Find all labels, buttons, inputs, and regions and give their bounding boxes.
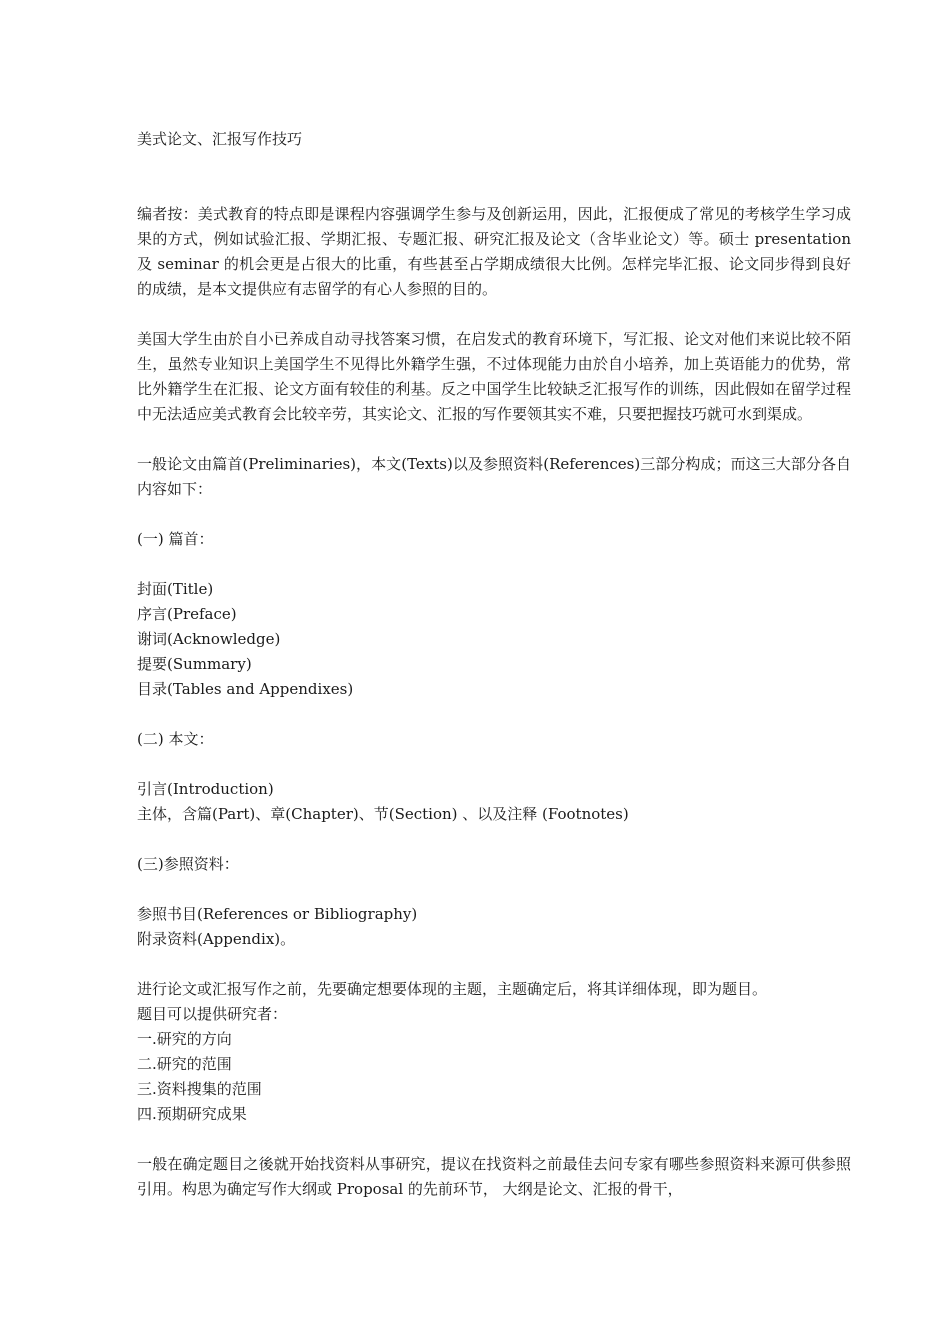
list-item: 主体，含篇(Part)、章(Chapter)、节(Section) 、以及注释 (Footnotes) — [137, 805, 629, 823]
paragraph-line: 一.研究的方向 — [137, 1030, 232, 1048]
section-heading-references: (三)参照资料： — [137, 855, 239, 873]
paragraph-line: 题目可以提供研究者： — [137, 1005, 288, 1023]
list-item: 提要(Summary) — [137, 655, 252, 673]
list-item: 引言(Introduction) — [137, 780, 274, 798]
list-item: 谢词(Acknowledge) — [137, 630, 281, 648]
preliminaries-list — [137, 577, 851, 702]
research-paragraph: 一般在确定题目之後就开始找资料从事研究，提议在找资料之前最佳去问专家有哪些参照资料来源可供参照引用。构思为确定写作大纲或 Proposal 的先前环节， 大纲是论文、汇报的骨干， — [137, 1155, 851, 1198]
document-title: 美式论文、汇报写作技巧 — [137, 130, 303, 148]
list-item: 参照书目(References or Bibliography) — [137, 905, 418, 923]
list-item: 封面(Title) — [137, 580, 214, 598]
paragraph-line: 二.研究的范围 — [137, 1055, 232, 1073]
topic-paragraph — [137, 977, 851, 1127]
paragraph-line: 四.预期研究成果 — [137, 1105, 247, 1123]
list-item: 目录(Tables and Appendixes) — [137, 680, 354, 698]
document-page — [137, 127, 851, 1202]
paragraph-line: 三.资料搜集的范围 — [137, 1080, 262, 1098]
texts-list — [137, 777, 851, 827]
structure-paragraph: 一般论文由篇首(Preliminaries)，本文(Texts)以及参照资料(References)三部分构成；而这三大部分各自内容如下： — [137, 455, 851, 498]
section-heading-preliminaries: (一) 篇首： — [137, 530, 214, 548]
section-heading-texts: (二) 本文： — [137, 730, 214, 748]
intro-paragraph: 编者按：美式教育的特点即是课程内容强调学生参与及创新运用，因此，汇报便成了常见的考核学生学习成果的方式，例如试验汇报、学期汇报、专题汇报、研究汇报及论文（含毕业论文）等。硕士 presentation 及 seminar 的机会更是占很大的比重，有些甚至占学期成绩很大比例。怎样完毕汇报、论文同步得到良好的成绩，是本文提供应有志留学的有心人参照的目的。 — [137, 205, 851, 298]
references-list — [137, 902, 851, 952]
list-item: 序言(Preface) — [137, 605, 237, 623]
paragraph-line: 进行论文或汇报写作之前，先要确定想要体现的主题，主题确定后，将其详细体现，即为题目。 — [137, 980, 768, 998]
list-item: 附录资料(Appendix)。 — [137, 930, 296, 948]
background-paragraph: 美国大学生由於自小已养成自动寻找答案习惯，在启发式的教育环境下，写汇报、论文对他们来说比较不陌生，虽然专业知识上美国学生不见得比外籍学生强，不过体现能力由於自小培养，加上英语能力的优势，常比外籍学生在汇报、论文方面有较佳的利基。反之中国学生比较缺乏汇报写作的训练，因此假如在留学过程中无法适应美式教育会比较辛劳，其实论文、汇报的写作要领其实不难，只要把握技巧就可水到渠成。 — [137, 330, 851, 423]
